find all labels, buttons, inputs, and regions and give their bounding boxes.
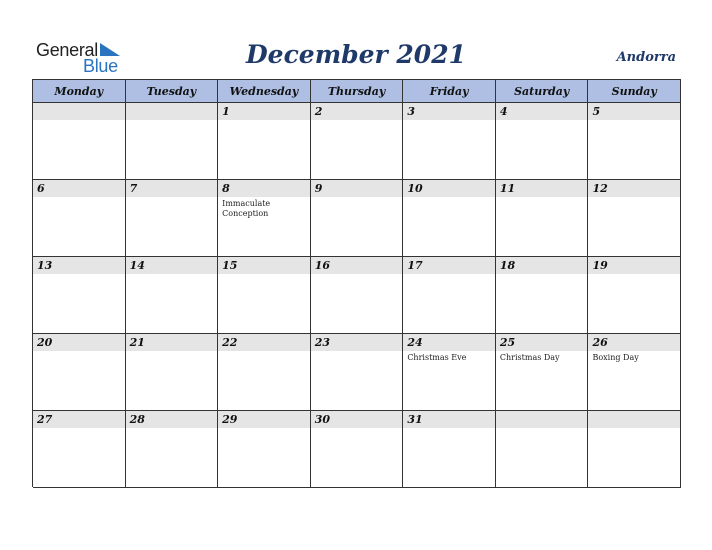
day-number: 13 <box>33 257 125 274</box>
day-number: 18 <box>496 257 588 274</box>
weekday-header: Monday <box>33 80 126 103</box>
country-name: Andorra <box>616 50 676 65</box>
day-number: 5 <box>588 103 680 120</box>
week-row <box>33 411 681 488</box>
day-cell <box>218 103 311 180</box>
day-number: 28 <box>126 411 218 428</box>
holiday-label <box>403 197 495 199</box>
holiday-label <box>588 428 680 430</box>
day-cell <box>218 334 311 411</box>
day-cell <box>588 334 681 411</box>
holiday-label <box>218 351 310 353</box>
holiday-label <box>33 274 125 276</box>
day-cell <box>33 103 126 180</box>
holiday-label: Christmas Eve <box>407 353 467 362</box>
day-number: 14 <box>126 257 218 274</box>
day-cell <box>33 411 126 488</box>
logo-text-blue: Blue <box>83 56 118 76</box>
calendar-grid <box>32 79 681 487</box>
day-number: 11 <box>496 180 588 197</box>
day-number <box>588 411 680 428</box>
holiday-label <box>126 120 218 122</box>
day-number: 12 <box>588 180 680 197</box>
day-cell <box>496 103 589 180</box>
day-number: 2 <box>311 103 403 120</box>
day-cell <box>403 180 496 257</box>
day-cell <box>218 180 311 257</box>
holiday-label <box>126 428 218 430</box>
day-number: 27 <box>33 411 125 428</box>
day-cell <box>403 257 496 334</box>
weekday-header-row <box>33 80 681 103</box>
holiday-label <box>311 351 403 353</box>
day-number: 23 <box>311 334 403 351</box>
holiday-label <box>588 120 680 122</box>
day-number <box>126 103 218 120</box>
day-cell <box>126 180 219 257</box>
day-cell <box>218 411 311 488</box>
holiday-label <box>126 351 218 353</box>
day-number: 3 <box>403 103 495 120</box>
day-number: 20 <box>33 334 125 351</box>
weeks-container <box>33 103 681 488</box>
day-number: 4 <box>496 103 588 120</box>
week-row <box>33 334 681 411</box>
day-cell <box>496 257 589 334</box>
weekday-header: Friday <box>403 80 496 103</box>
day-number <box>496 411 588 428</box>
day-number: 6 <box>33 180 125 197</box>
day-cell <box>311 334 404 411</box>
day-cell <box>403 103 496 180</box>
holiday-label <box>403 274 495 276</box>
day-number: 25 <box>496 334 588 351</box>
holiday-label <box>126 197 218 199</box>
day-number: 31 <box>403 411 495 428</box>
day-number: 26 <box>588 334 680 351</box>
holiday-label <box>33 197 125 199</box>
holiday-label <box>33 120 125 122</box>
weekday-header: Saturday <box>496 80 589 103</box>
week-row <box>33 103 681 180</box>
day-cell <box>588 103 681 180</box>
day-number: 1 <box>218 103 310 120</box>
day-cell <box>126 257 219 334</box>
weekday-header: Tuesday <box>126 80 219 103</box>
logo-text-general: General <box>36 40 98 60</box>
day-cell <box>496 411 589 488</box>
day-number: 16 <box>311 257 403 274</box>
day-number: 17 <box>403 257 495 274</box>
day-number: 7 <box>126 180 218 197</box>
holiday-label: Immaculate Conception <box>222 199 271 218</box>
day-cell <box>588 257 681 334</box>
week-row <box>33 180 681 257</box>
holiday-label <box>496 428 588 430</box>
day-number: 19 <box>588 257 680 274</box>
day-cell <box>588 180 681 257</box>
weekday-header: Wednesday <box>218 80 311 103</box>
day-cell <box>403 411 496 488</box>
day-cell <box>311 180 404 257</box>
holiday-label <box>311 197 403 199</box>
calendar-title: December 2021 <box>245 40 466 69</box>
weekday-header: Thursday <box>311 80 404 103</box>
holiday-label <box>496 197 588 199</box>
day-number: 15 <box>218 257 310 274</box>
day-cell <box>496 334 589 411</box>
day-number: 9 <box>311 180 403 197</box>
holiday-label <box>126 274 218 276</box>
day-cell <box>33 334 126 411</box>
day-cell <box>126 103 219 180</box>
day-cell <box>311 411 404 488</box>
day-cell <box>311 103 404 180</box>
day-cell <box>311 257 404 334</box>
holiday-label <box>311 120 403 122</box>
day-cell <box>33 180 126 257</box>
holiday-label <box>403 120 495 122</box>
holiday-label: Christmas Day <box>499 353 560 362</box>
day-number <box>33 103 125 120</box>
day-cell <box>126 334 219 411</box>
holiday-label: Boxing Day <box>592 353 639 362</box>
day-cell <box>126 411 219 488</box>
day-cell <box>403 334 496 411</box>
day-number: 30 <box>311 411 403 428</box>
day-cell <box>496 180 589 257</box>
day-number: 21 <box>126 334 218 351</box>
holiday-label <box>218 120 310 122</box>
day-number: 22 <box>218 334 310 351</box>
holiday-label <box>588 274 680 276</box>
day-number: 10 <box>403 180 495 197</box>
holiday-label <box>588 197 680 199</box>
holiday-label <box>403 428 495 430</box>
holiday-label <box>33 351 125 353</box>
weekday-header: Sunday <box>588 80 681 103</box>
holiday-label <box>218 274 310 276</box>
holiday-label <box>218 428 310 430</box>
day-number: 24 <box>403 334 495 351</box>
day-cell <box>33 257 126 334</box>
week-row <box>33 257 681 334</box>
holiday-label <box>311 428 403 430</box>
holiday-label <box>496 120 588 122</box>
holiday-label <box>33 428 125 430</box>
day-cell <box>588 411 681 488</box>
day-cell <box>218 257 311 334</box>
day-number: 29 <box>218 411 310 428</box>
holiday-label <box>311 274 403 276</box>
day-number: 8 <box>218 180 310 197</box>
holiday-label <box>496 274 588 276</box>
